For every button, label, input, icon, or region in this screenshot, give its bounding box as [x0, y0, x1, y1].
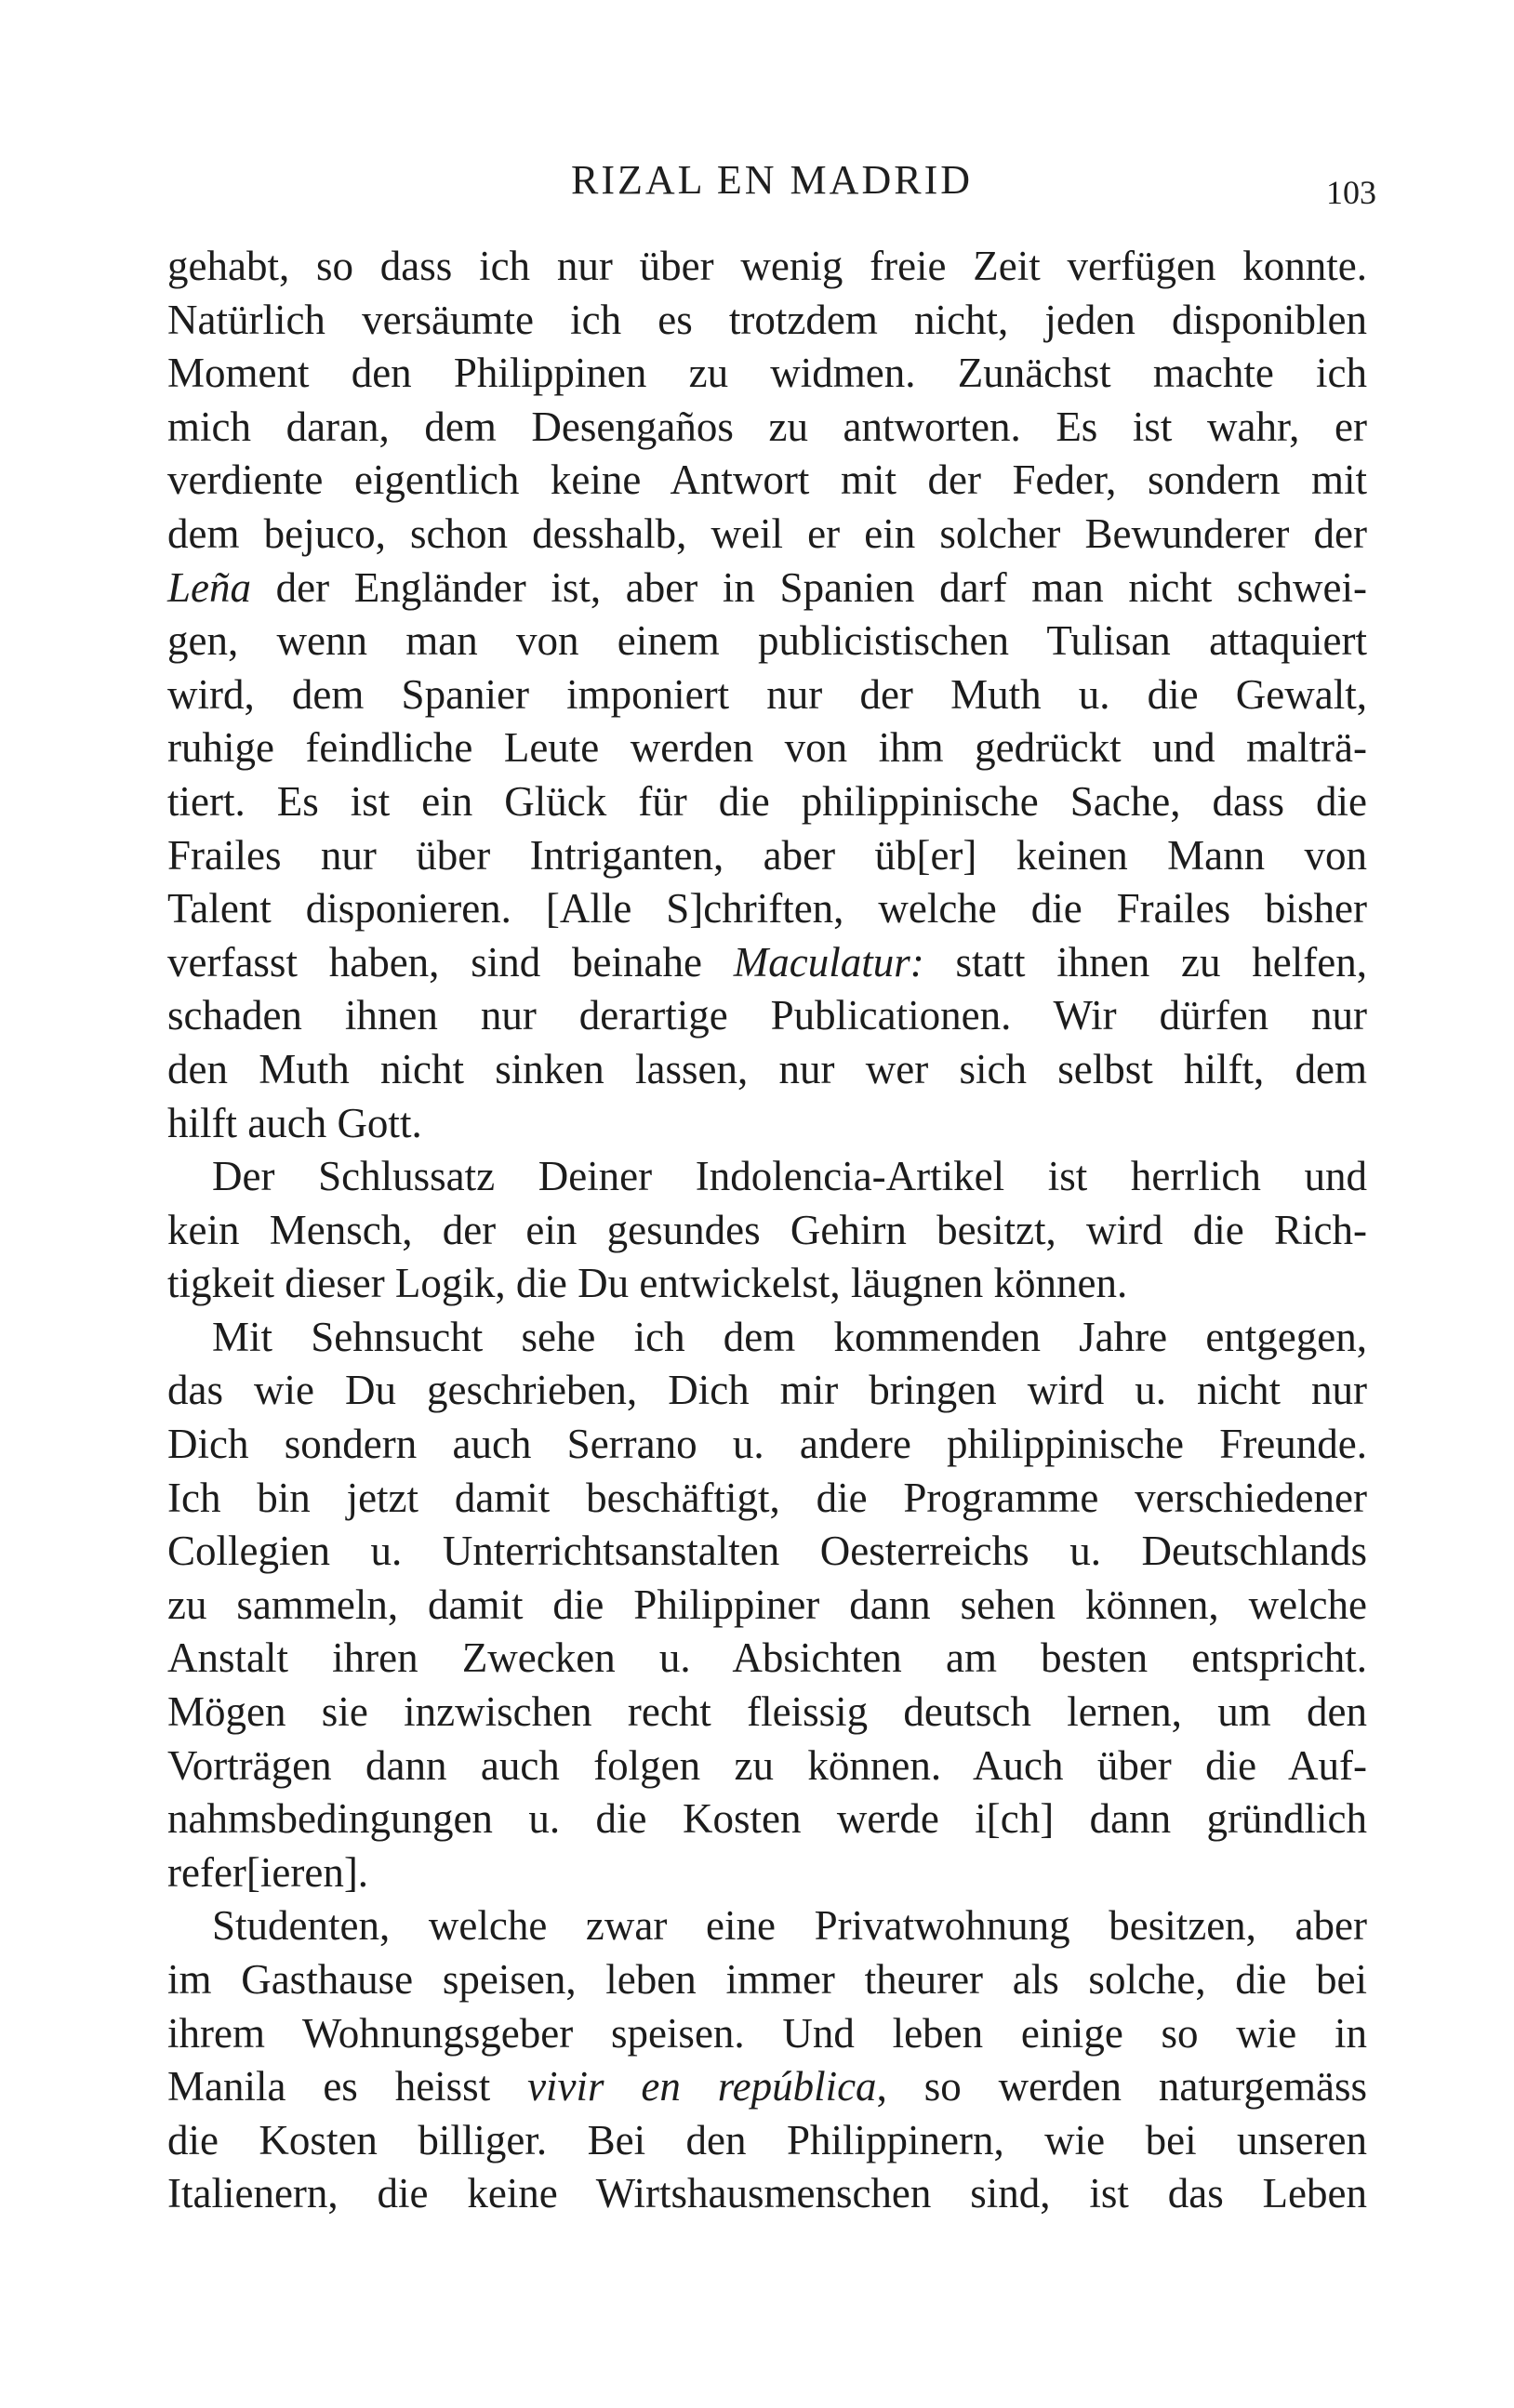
text-line: gehabt, so dass ich nur über wenig freie Zeit verfügen konnte. — [167, 243, 1367, 289]
text-line: hilft auch Gott. — [167, 1099, 422, 1146]
text-line: Mögen sie inzwischen recht fleissig deutsch lernen, um den — [167, 1688, 1367, 1736]
text-run: verfasst haben, sind beinahe — [167, 938, 734, 986]
text-line: gen, wenn man von einem publicistischen Tulisan attaquiert — [167, 617, 1367, 665]
text-run: der Engländer ist, aber in Spanien darf man nicht schwei- — [251, 563, 1367, 611]
text-run: Manila es heisst — [167, 2063, 528, 2110]
text-line: Der Schlussatz Deiner Indolencia-Artikel ist herrlich und — [212, 1153, 1367, 1200]
text-line: nahmsbedingungen u. die Kosten werde i[ch] dann gründlich — [167, 1795, 1367, 1843]
text-line: Anstalt ihren Zwecken u. Absichten am besten entspricht. — [167, 1634, 1367, 1682]
text-line: Ich bin jetzt damit beschäftigt, die Programme verschiedener — [167, 1474, 1367, 1521]
text-line: das wie Du geschrieben, Dich mir bringen wird u. nicht nur — [167, 1367, 1367, 1414]
text-line: verdiente eigentlich keine Antwort mit der Feder, sondern mit — [167, 456, 1367, 504]
text-line — [167, 562, 1367, 615]
text-line: schaden ihnen nur derartige Publicationen. Wir dürfen nur — [167, 992, 1367, 1039]
italic-text: Maculatur: — [733, 938, 924, 986]
running-head — [167, 156, 1376, 212]
text-line: im Gasthause speisen, leben immer theurer als solche, die bei — [167, 1956, 1367, 2003]
text-line: den Muth nicht sinken lassen, nur wer sich selbst hilft, dem — [167, 1045, 1367, 1092]
page-number: 103 — [1326, 174, 1376, 211]
text-line: Vorträgen dann auch folgen zu können. Auch über die Auf- — [167, 1741, 1367, 1789]
body-text — [167, 240, 1367, 2221]
text-line: dem bejuco, schon desshalb, weil er ein solcher Bewunderer der — [167, 509, 1367, 557]
text-line: Frailes nur über Intriganten, aber üb[er] keinen Mann von — [167, 831, 1367, 879]
text-line: Natürlich versäumte ich es trotzdem nicht, jeden disponiblen — [167, 296, 1367, 343]
text-line: Moment den Philippinen zu widmen. Zunächst machte ich — [167, 350, 1367, 397]
text-line — [167, 936, 1367, 990]
text-line: die Kosten billiger. Bei den Philippinern, wie bei unseren — [167, 2116, 1367, 2163]
text-line: tigkeit dieser Logik, die Du entwickelst, läugnen können. — [167, 1260, 1128, 1307]
italic-text: vivir en república — [527, 2063, 877, 2110]
running-title: RIZAL EN MADRID — [571, 157, 973, 203]
text-line: Talent disponieren. [Alle S]chriften, welche die Frailes bisher — [167, 885, 1367, 933]
text-line: wird, dem Spanier imponiert nur der Muth u. die Gewalt, — [167, 670, 1367, 718]
text-line: ihrem Wohnungsgeber speisen. Und leben einige so wie in — [167, 2009, 1367, 2057]
text-line — [167, 2060, 1367, 2114]
text-line: kein Mensch, der ein gesundes Gehirn besitzt, wird die Rich- — [167, 1206, 1367, 1253]
text-line: ruhige feindliche Leute werden von ihm gedrückt und malträ- — [167, 724, 1367, 772]
text-line: Italienern, die keine Wirtshausmenschen sind, ist das Leben — [167, 2170, 1367, 2217]
text-run: statt ihnen zu helfen, — [923, 938, 1367, 986]
text-line: Collegien u. Unterrichtsanstalten Oesterreichs u. Deutschlands — [167, 1528, 1367, 1575]
text-line: refer[ieren]. — [167, 1848, 369, 1896]
text-line: Mit Sehnsucht sehe ich dem kommenden Jahre entgegen, — [212, 1313, 1367, 1360]
text-line: mich daran, dem Desengaños zu antworten. Es ist wahr, er — [167, 403, 1367, 450]
text-line: zu sammeln, damit die Philippiner dann sehen können, welche — [167, 1581, 1367, 1628]
text-line: Dich sondern auch Serrano u. andere philippinische Freunde. — [167, 1421, 1367, 1468]
italic-text: Leña — [167, 563, 251, 611]
text-line: Studenten, welche zwar eine Privatwohnung besitzen, aber — [212, 1902, 1367, 1950]
text-line: tiert. Es ist ein Glück für die philippinische Sache, dass die — [167, 777, 1367, 825]
text-run: , so werden naturgemäss — [876, 2063, 1367, 2110]
